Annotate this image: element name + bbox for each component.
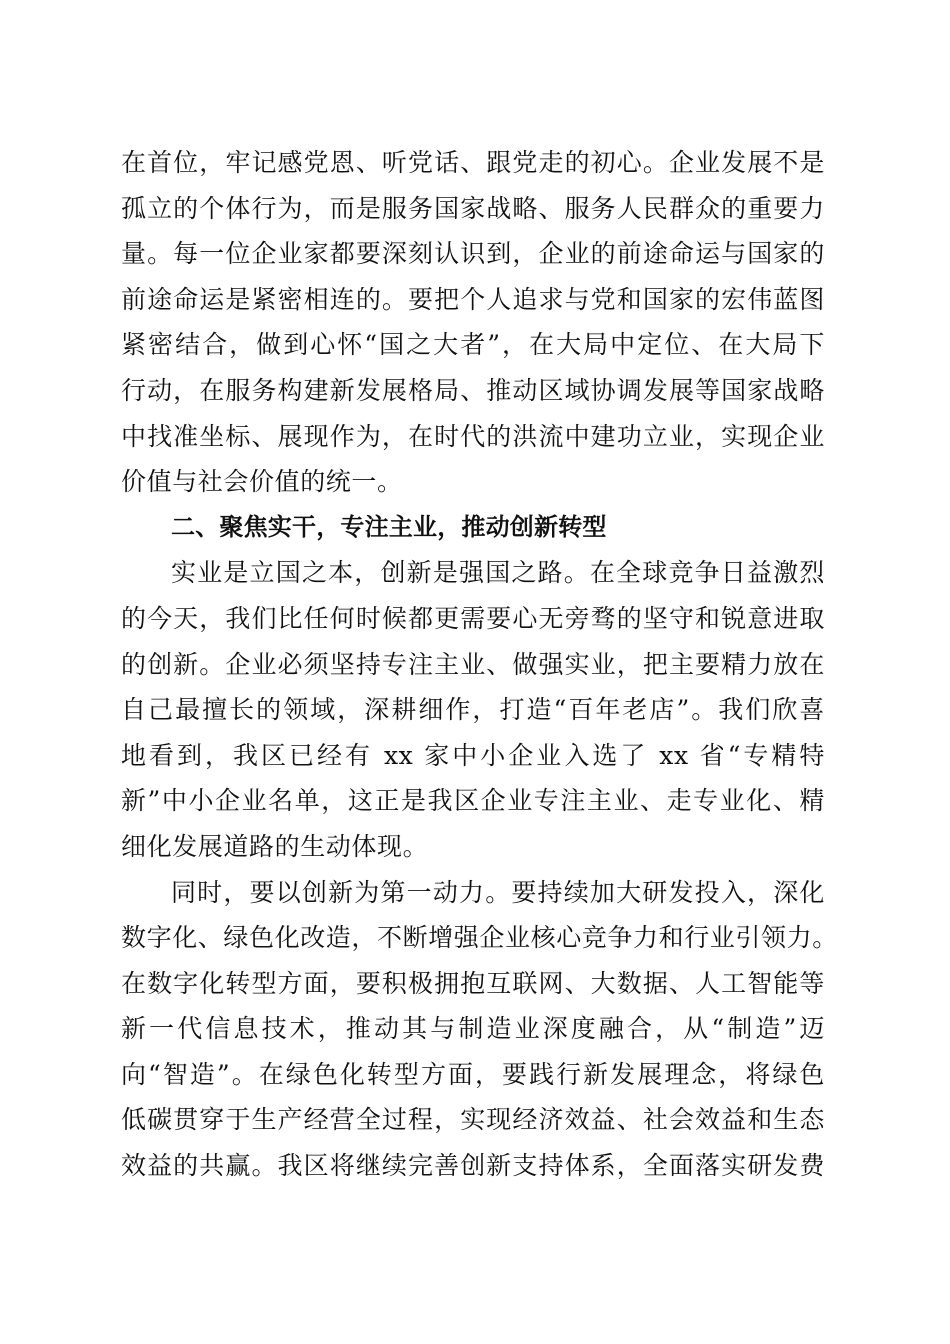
text-line: 量。每一位企业家都要深刻认识到，企业的前途命运与国家的: [121, 239, 825, 269]
text-line: 地看到，我区已经有 xx 家中小企业入选了 xx 省“专精特: [121, 740, 825, 770]
text-line: 向“智造”。在绿色化转型方面，要践行新发展理念，将绿色: [121, 1059, 825, 1089]
text-line: 的今天，我们比任何时候都更需要心无旁骛的坚守和锐意进取: [121, 603, 825, 633]
text-line: 新”中小企业名单，这正是我区企业专注主业、走专业化、精: [121, 786, 825, 816]
text-line: 的创新。企业必须坚持专注主业、做强实业，把主要精力放在: [121, 649, 825, 679]
text-line: 效益的共赢。我区将继续完善创新支持体系，全面落实研发费: [121, 1151, 825, 1181]
text-line: 在首位，牢记感党恩、听党话、跟党走的初心。企业发展不是: [121, 148, 825, 177]
document-body: [121, 140, 838, 1189]
text-line: 孤立的个体行为，而是服务国家战略、服务人民群众的重要力: [121, 193, 825, 223]
section-heading: 二、聚焦实干，专注主业，推动创新转型: [171, 512, 607, 541]
text-line: 价值与社会价值的统一。: [121, 467, 403, 497]
text-line: 自己最擅长的领域，深耕细作，打造“百年老店”。我们欣喜: [121, 695, 825, 725]
paragraph-first-line: 同时，要以创新为第一动力。要持续加大研发投入，深化: [171, 877, 825, 907]
text-line: 紧密结合，做到心怀“国之大者”，在大局中定位、在大局下: [121, 330, 825, 360]
text-line: 细化发展道路的生动体现。: [121, 831, 429, 861]
text-line: 行动，在服务构建新发展格局、推动区域协调发展等国家战略: [121, 375, 825, 405]
text-line: 前途命运是紧密相连的。要把个人追求与党和国家的宏伟蓝图: [121, 284, 825, 314]
text-line: 低碳贯穿于生产经营全过程，实现经济效益、社会效益和生态: [121, 1105, 825, 1135]
text-line: 中找准坐标、展现作为，在时代的洪流中建功立业，实现企业: [121, 421, 825, 451]
text-line: 新一代信息技术，推动其与制造业深度融合，从“制造”迈: [121, 1014, 825, 1044]
text-line: 数字化、绿色化改造，不断增强企业核心竞争力和行业引领力。: [121, 923, 838, 953]
text-line: 在数字化转型方面，要积极拥抱互联网、大数据、人工智能等: [121, 968, 825, 998]
paragraph-first-line: 实业是立国之本，创新是强国之路。在全球竞争日益激烈: [171, 558, 825, 588]
